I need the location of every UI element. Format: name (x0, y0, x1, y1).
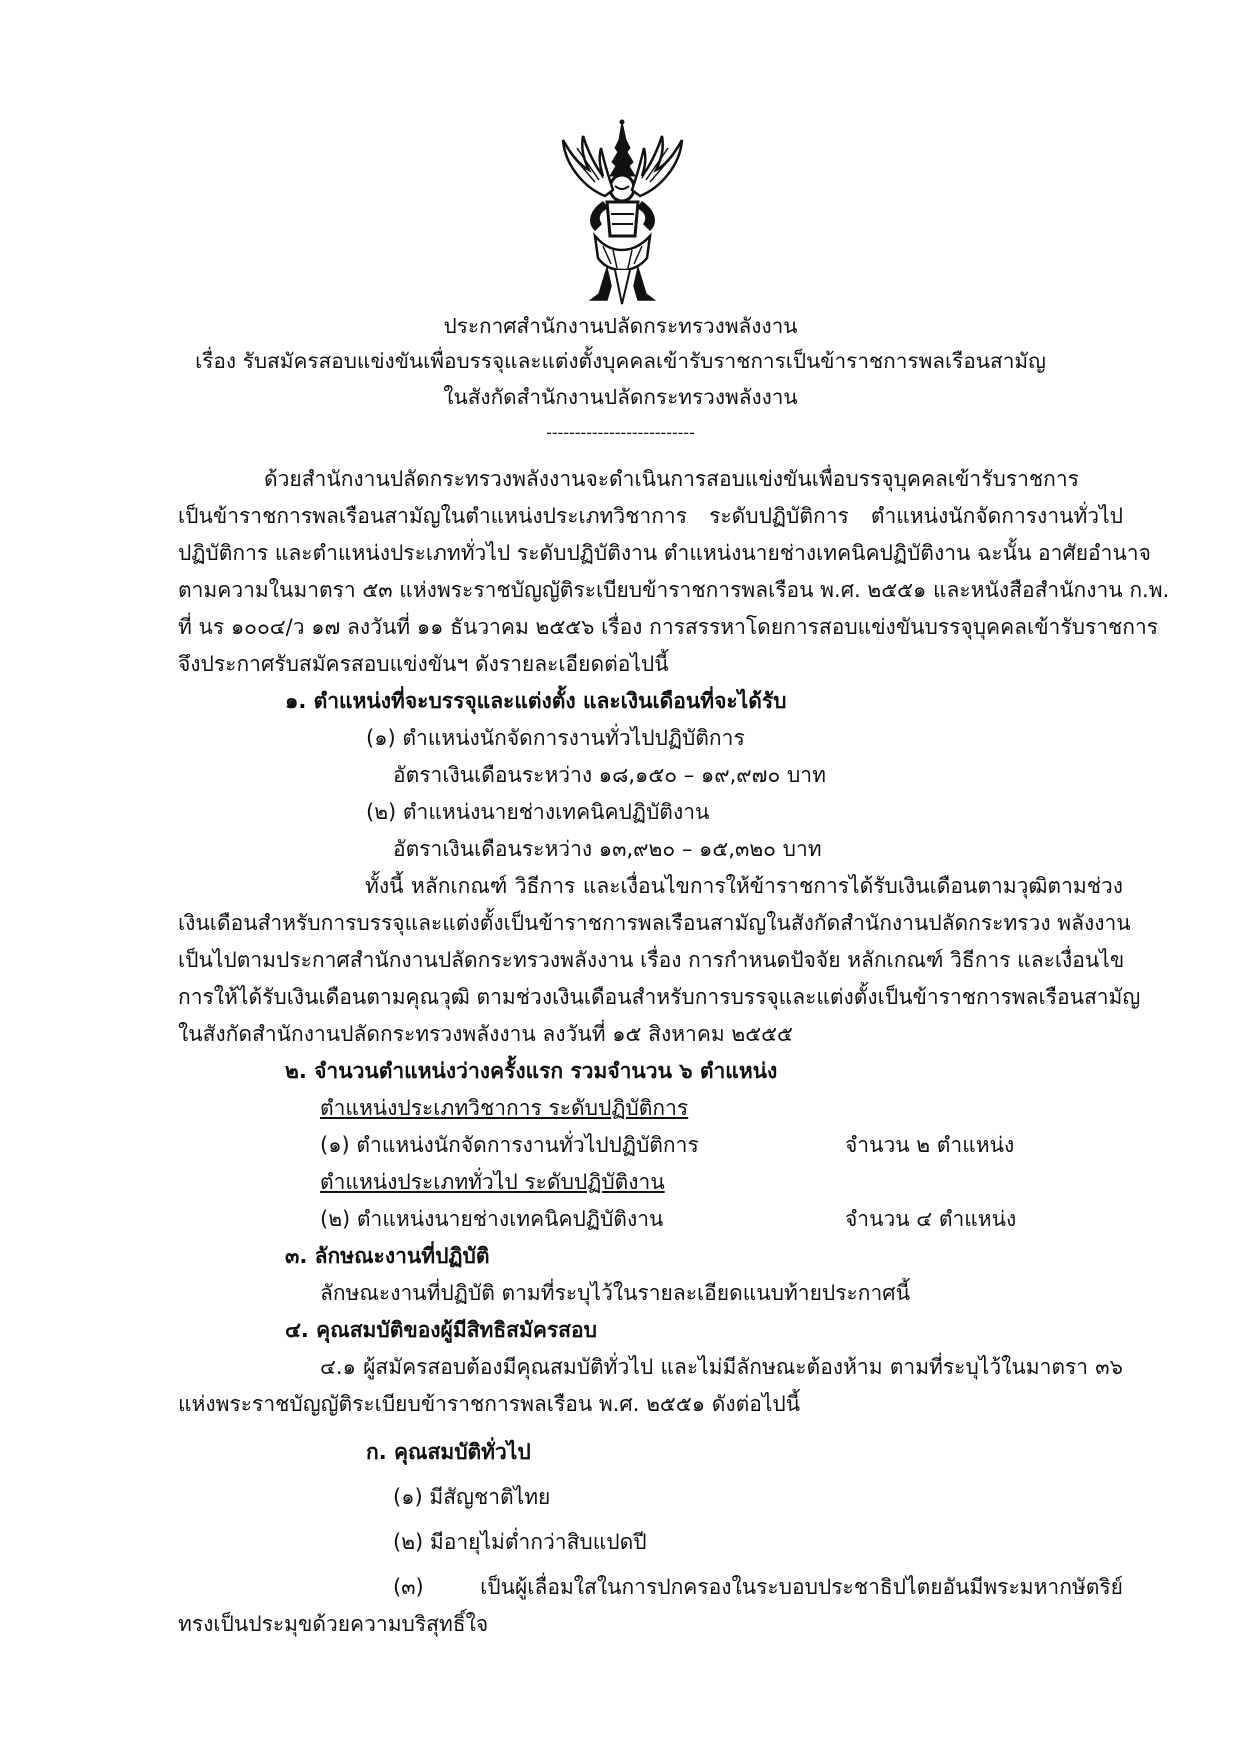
section1-para-line: ในสังกัดสำนักงานปลัดกระทรวงพลังงาน ลงวันที่ ๑๕ สิงหาคม ๒๕๕๕ (178, 1022, 793, 1046)
section3-heading: ๓. ลักษณะงานที่ปฏิบัติ (285, 1244, 490, 1268)
section4-a2: (๒) มีอายุไม่ต่ำกว่าสิบแปดปี (393, 1530, 647, 1554)
section1-para-line: การให้ได้รับเงินเดือนตามคุณวุฒิ ตามช่วงเงินเดือนสำหรับการบรรจุและแต่งตั้งเป็นข้าราชการพลเรือนสามัญ (178, 985, 1141, 1009)
section4-sub-a-heading: ก. คุณสมบัติทั่วไป (366, 1440, 531, 1464)
section4-p41-line1: ๔.๑ ผู้สมัครสอบต้องมีคุณสมบัติทั่วไป และไม่มีลักษณะต้องห้าม ตามที่ระบุไว้ในมาตรา ๓๖ (320, 1355, 1123, 1379)
intro-line: เป็นข้าราชการพลเรือนสามัญในตำแหน่งประเภทวิชาการ ระดับปฏิบัติการ ตำแหน่งนักจัดการงานทั่วไป (178, 504, 1123, 528)
section1-item1-salary: อัตราเงินเดือนระหว่าง ๑๘,๑๕๐ – ๑๙,๙๗๐ บาท (393, 763, 826, 787)
section1-para-line: ทั้งนี้ หลักเกณฑ์ วิธีการ และเงื่อนไขการให้ข้าราชการได้รับเงินเดือนตามวุฒิตามช่วง (365, 874, 1123, 898)
intro-line: ตามความในมาตรา ๕๓ แห่งพระราชบัญญัติระเบียบข้าราชการพลเรือน พ.ศ. ๒๕๕๑ และหนังสือสำนักงาน ก.พ. (178, 578, 1170, 602)
section1-para-line: เงินเดือนสำหรับการบรรจุและแต่งตั้งเป็นข้าราชการพลเรือนสามัญในสังกัดสำนักงานปลัดกระทรวง พลังงาน (178, 911, 1131, 935)
section1-item1: (๑) ตำแหน่งนักจัดการงานทั่วไปปฏิบัติการ (366, 726, 745, 750)
section2-category-general: ตำแหน่งประเภททั่วไป ระดับปฏิบัติงาน (320, 1170, 665, 1194)
subject-line: เรื่อง รับสมัครสอบแข่งขันเพื่อบรรจุและแต่งตั้งบุคคลเข้ารับราชการเป็นข้าราชการพลเรือนสามัญ (195, 349, 1046, 373)
header-divider: -------------------------- (546, 423, 695, 442)
section2-row1-label: (๑) ตำแหน่งนักจัดการงานทั่วไปปฏิบัติการ (320, 1133, 699, 1157)
intro-line: ที่ นร ๑๐๐๔/ว ๑๗ ลงวันที่ ๑๑ ธันวาคม ๒๕๕๖ เรื่อง การสรรหาโดยการสอบแข่งขันบรรจุบุคคลเข้ารับราชการ (178, 615, 1159, 639)
announcement-title: ประกาศสำนักงานปลัดกระทรวงพลังงาน (443, 314, 798, 338)
section4-a3-line2: ทรงเป็นประมุขด้วยความบริสุทธิ์ใจ (178, 1612, 489, 1636)
intro-line: ด้วยสำนักงานปลัดกระทรวงพลังงานจะดำเนินการสอบแข่งขันเพื่อบรรจุบุคคลเข้ารับราชการ (264, 467, 1079, 491)
section4-p41-line2: แห่งพระราชบัญญัติระเบียบข้าราชการพลเรือน พ.ศ. ๒๕๕๑ ดังต่อไปนี้ (178, 1392, 801, 1416)
intro-line: จึงประกาศรับสมัครสอบแข่งขันฯ ดังรายละเอียดต่อไปนี้ (178, 652, 669, 676)
section1-heading: ๑. ตำแหน่งที่จะบรรจุและแต่งตั้ง และเงินเดือนที่จะได้รับ (285, 689, 787, 713)
section2-row1-count: จำนวน ๒ ตำแหน่ง (845, 1133, 1015, 1157)
section4-heading: ๔. คุณสมบัติของผู้มีสิทธิสมัครสอบ (285, 1318, 597, 1342)
section1-para-line: เป็นไปตามประกาศสำนักงานปลัดกระทรวงพลังงาน เรื่อง การกำหนดปัจจัย หลักเกณฑ์ วิธีการ และเงื่อนไข (178, 948, 1125, 972)
section1-item2: (๒) ตำแหน่งนายช่างเทคนิคปฏิบัติงาน (366, 800, 710, 824)
section3-text: ลักษณะงานที่ปฏิบัติ ตามที่ระบุไว้ในรายละเอียดแนบท้ายประกาศนี้ (320, 1281, 910, 1305)
subject-line-2: ในสังกัดสำนักงานปลัดกระทรวงพลังงาน (443, 385, 798, 409)
section4-a1: (๑) มีสัญชาติไทย (393, 1485, 551, 1509)
intro-line: ปฏิบัติการ และตำแหน่งประเภททั่วไป ระดับปฏิบัติงาน ตำแหน่งนายช่างเทคนิคปฏิบัติงาน ฉะนั้น อาศัยอำนาจ (178, 541, 1151, 565)
section2-heading: ๒. จำนวนตำแหน่งว่างครั้งแรก รวมจำนวน ๖ ตำแหน่ง (285, 1059, 778, 1083)
section2-row2-label: (๒) ตำแหน่งนายช่างเทคนิคปฏิบัติงาน (320, 1207, 664, 1231)
section1-item2-salary: อัตราเงินเดือนระหว่าง ๑๓,๙๒๐ – ๑๕,๓๒๐ บาท (393, 837, 822, 861)
section2-row2-count: จำนวน ๔ ตำแหน่ง (845, 1207, 1017, 1231)
section4-a3-line1: (๓) เป็นผู้เลื่อมใสในการปกครองในระบอบประชาธิปไตยอันมีพระมหากษัตริย์ (393, 1575, 1123, 1599)
garuda-emblem-icon (555, 118, 690, 308)
section2-category-academic: ตำแหน่งประเภทวิชาการ ระดับปฏิบัติการ (320, 1096, 689, 1120)
